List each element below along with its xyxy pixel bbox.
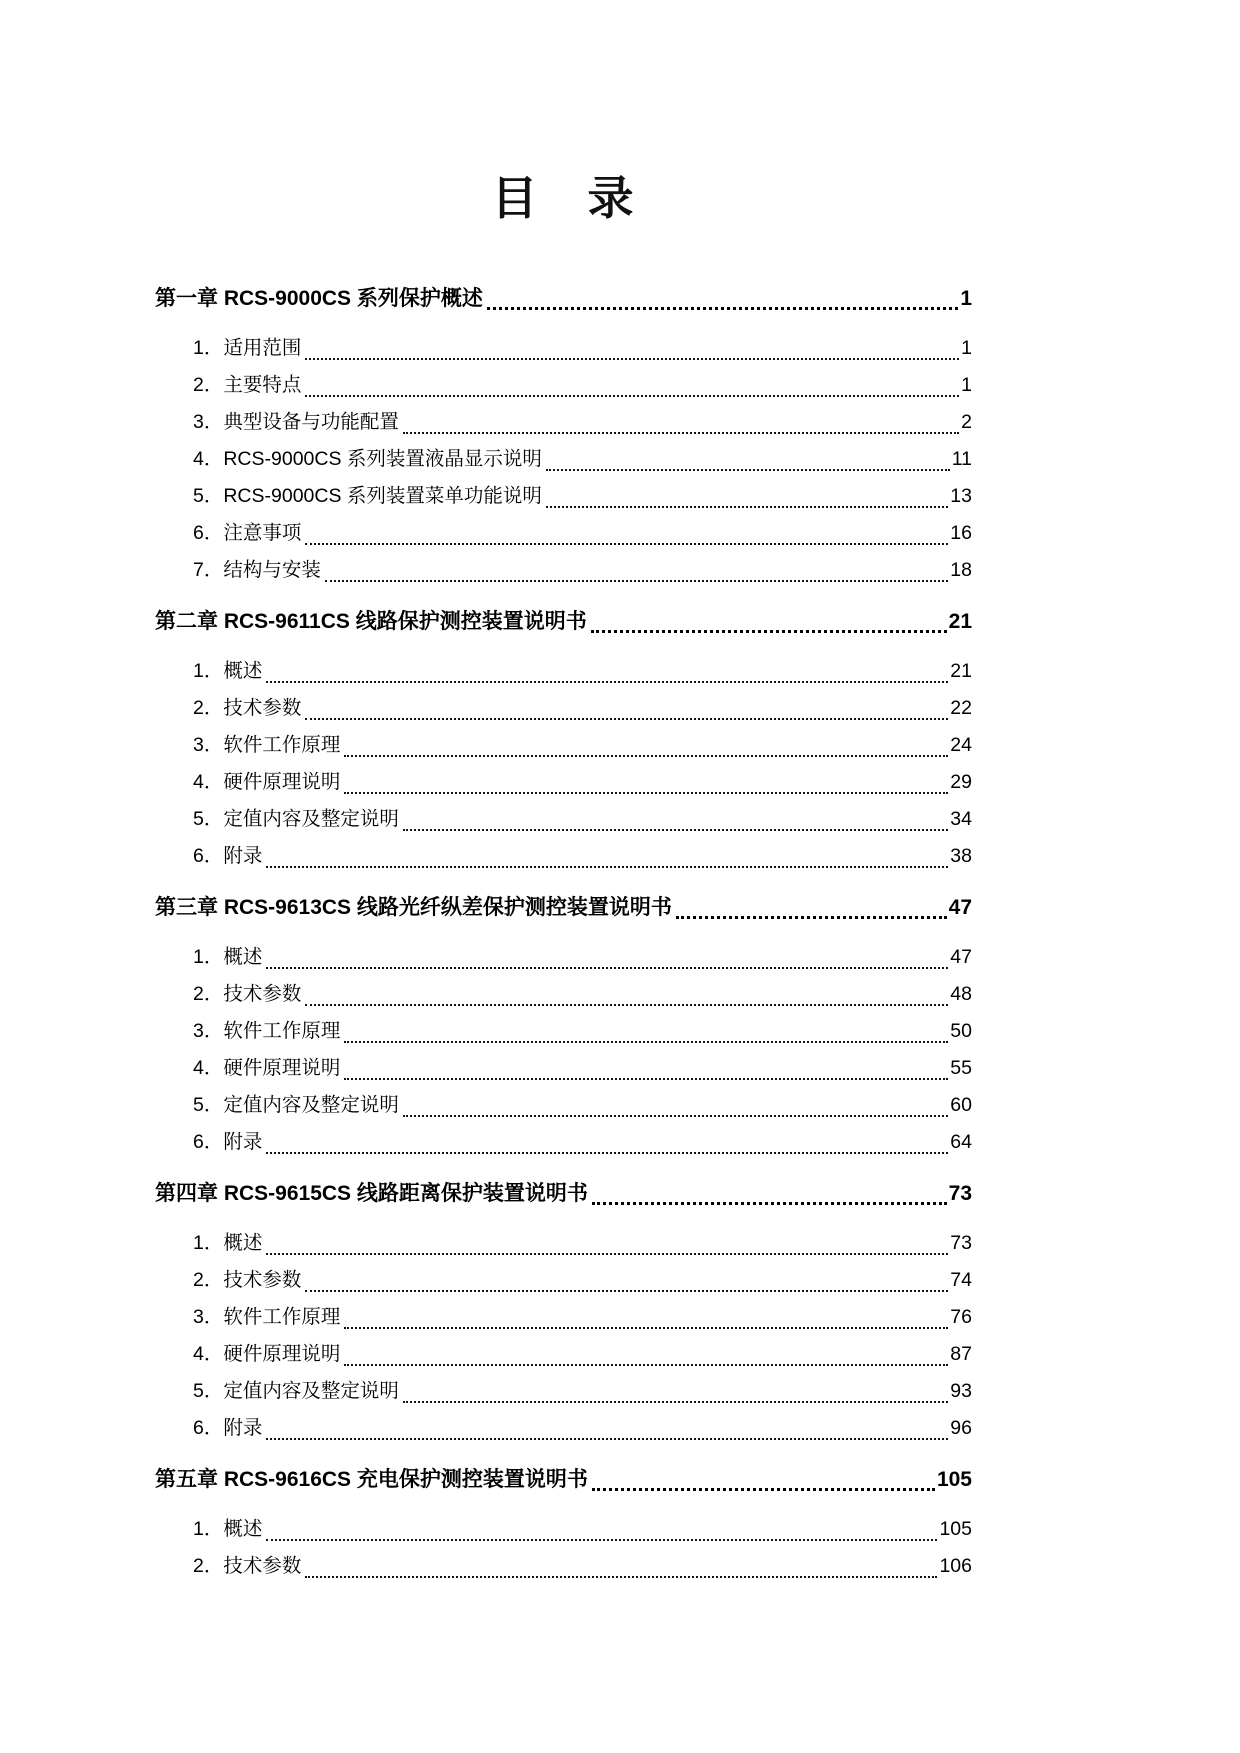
dot-leader: [344, 1041, 948, 1043]
dot-leader: [546, 506, 948, 508]
toc-entry-label: 6．附录: [193, 1131, 263, 1153]
toc-entry-label: 1．概述: [193, 946, 263, 968]
toc-entry-label: 2．主要特点: [193, 374, 302, 396]
toc-entry-page: 47: [950, 946, 972, 968]
toc-entry-label: 1．概述: [193, 660, 263, 682]
toc-entry-page: 21: [948, 610, 972, 633]
toc-item-row: [155, 1410, 972, 1447]
toc-item-row: [155, 1050, 972, 1087]
dot-leader: [305, 1004, 948, 1006]
toc-item-row: [155, 976, 972, 1013]
toc-entry-label: 5．RCS-9000CS 系列装置菜单功能说明: [193, 485, 542, 507]
toc-item-row: [155, 330, 972, 367]
toc-chapter-row: [155, 1175, 972, 1213]
toc-entry-label: 4．RCS-9000CS 系列装置液晶显示说明: [193, 448, 542, 470]
toc-item-row: [155, 1262, 972, 1299]
toc-entry-label: 6．附录: [193, 845, 263, 867]
toc-entry-page: 60: [950, 1094, 972, 1116]
toc-entry-page: 2: [961, 411, 972, 433]
dot-leader: [546, 469, 950, 471]
dot-leader: [305, 718, 948, 720]
toc-entry-page: 96: [950, 1417, 972, 1439]
toc-item-row: [155, 727, 972, 764]
toc-entry-page: 50: [950, 1020, 972, 1042]
dot-leader: [266, 1539, 937, 1541]
toc-entry-page: 105: [936, 1468, 972, 1491]
toc-entry-page: 76: [950, 1306, 972, 1328]
toc-item-row: [155, 1336, 972, 1373]
toc-entry-label: 4．硬件原理说明: [193, 1343, 341, 1365]
toc-item-row: [155, 1013, 972, 1050]
dot-leader: [305, 1576, 937, 1578]
toc-entry-label: 2．技术参数: [193, 1269, 302, 1291]
toc-entry-page: 24: [950, 734, 972, 756]
toc-entry-label: 第三章 RCS-9613CS 线路光纤纵差保护测控装置说明书: [155, 896, 672, 919]
dot-leader: [344, 1327, 948, 1329]
toc-item-row: [155, 939, 972, 976]
dot-leader: [305, 543, 948, 545]
toc-entry-label: 2．技术参数: [193, 1555, 302, 1577]
toc-entry-page: 22: [950, 697, 972, 719]
toc-item-row: [155, 478, 972, 515]
toc-item-row: [155, 1299, 972, 1336]
toc-entry-label: 7．结构与安装: [193, 559, 321, 581]
toc-entry-label: 5．定值内容及整定说明: [193, 808, 399, 830]
toc-item-row: [155, 838, 972, 875]
toc-chapter-row: [155, 603, 972, 641]
toc-item-row: [155, 653, 972, 690]
dot-leader: [266, 866, 948, 868]
dot-leader: [266, 1438, 948, 1440]
toc: [155, 280, 972, 1585]
toc-entry-label: 第一章 RCS-9000CS 系列保护概述: [155, 287, 483, 310]
toc-entry-label: 5．定值内容及整定说明: [193, 1380, 399, 1402]
toc-entry-page: 1: [961, 337, 972, 359]
toc-entry-page: 13: [950, 485, 972, 507]
dot-leader: [305, 1290, 948, 1292]
toc-entry-page: 74: [950, 1269, 972, 1291]
toc-entry-page: 47: [948, 896, 972, 919]
toc-entry-page: 93: [950, 1380, 972, 1402]
toc-entry-label: 5．定值内容及整定说明: [193, 1094, 399, 1116]
dot-leader: [403, 432, 959, 434]
toc-entry-page: 64: [950, 1131, 972, 1153]
dot-leader: [344, 792, 948, 794]
toc-item-row: [155, 801, 972, 838]
toc-entry-label: 6．注意事项: [193, 522, 302, 544]
toc-entry-page: 34: [950, 808, 972, 830]
dot-leader: [591, 630, 947, 633]
toc-item-row: [155, 404, 972, 441]
toc-chapter-row: [155, 280, 972, 318]
dot-leader: [403, 1115, 948, 1117]
page-title: 目 录: [491, 173, 636, 224]
toc-entry-label: 3．软件工作原理: [193, 1020, 341, 1042]
toc-chapter-row: [155, 889, 972, 927]
dot-leader: [344, 1364, 948, 1366]
toc-entry-label: 4．硬件原理说明: [193, 1057, 341, 1079]
toc-entry-label: 1．概述: [193, 1232, 263, 1254]
toc-entry-page: 16: [950, 522, 972, 544]
toc-entry-page: 73: [948, 1182, 972, 1205]
toc-entry-label: 1．概述: [193, 1518, 263, 1540]
toc-entry-page: 73: [950, 1232, 972, 1254]
dot-leader: [305, 358, 959, 360]
toc-entry-label: 3．软件工作原理: [193, 1306, 341, 1328]
dot-leader: [344, 755, 948, 757]
dot-leader: [487, 307, 958, 310]
toc-entry-page: 105: [939, 1518, 972, 1540]
dot-leader: [266, 681, 948, 683]
toc-entry-page: 38: [950, 845, 972, 867]
dot-leader: [266, 967, 948, 969]
toc-entry-page: 29: [950, 771, 972, 793]
toc-entry-label: 6．附录: [193, 1417, 263, 1439]
toc-entry-page: 1: [960, 287, 972, 310]
toc-entry-page: 18: [950, 559, 972, 581]
toc-item-row: [155, 1548, 972, 1585]
toc-entry-label: 4．硬件原理说明: [193, 771, 341, 793]
dot-leader: [266, 1152, 948, 1154]
toc-chapter-row: [155, 1461, 972, 1499]
toc-entry-page: 55: [950, 1057, 972, 1079]
toc-entry-label: 2．技术参数: [193, 697, 302, 719]
toc-entry-label: 1．适用范围: [193, 337, 302, 359]
toc-item-row: [155, 367, 972, 404]
toc-entry-label: 第二章 RCS-9611CS 线路保护测控装置说明书: [155, 610, 587, 633]
dot-leader: [344, 1078, 948, 1080]
toc-item-row: [155, 1225, 972, 1262]
dot-leader: [403, 1401, 948, 1403]
toc-item-row: [155, 1087, 972, 1124]
toc-item-row: [155, 1373, 972, 1410]
toc-entry-page: 87: [950, 1343, 972, 1365]
toc-item-row: [155, 441, 972, 478]
toc-entry-page: 1: [961, 374, 972, 396]
toc-entry-label: 2．技术参数: [193, 983, 302, 1005]
toc-item-row: [155, 1124, 972, 1161]
toc-entry-page: 11: [951, 448, 972, 470]
dot-leader: [266, 1253, 948, 1255]
toc-entry-page: 21: [950, 660, 972, 682]
toc-entry-label: 3．典型设备与功能配置: [193, 411, 399, 433]
toc-item-row: [155, 764, 972, 801]
toc-item-row: [155, 690, 972, 727]
dot-leader: [592, 1202, 947, 1205]
toc-item-row: [155, 552, 972, 589]
dot-leader: [403, 829, 948, 831]
dot-leader: [325, 580, 948, 582]
toc-entry-page: 106: [939, 1555, 972, 1577]
toc-item-row: [155, 515, 972, 552]
dot-leader: [592, 1488, 935, 1491]
toc-entry-label: 3．软件工作原理: [193, 734, 341, 756]
dot-leader: [676, 916, 947, 919]
toc-item-row: [155, 1511, 972, 1548]
toc-entry-label: 第四章 RCS-9615CS 线路距离保护装置说明书: [155, 1182, 588, 1205]
toc-entry-page: 48: [950, 983, 972, 1005]
toc-entry-label: 第五章 RCS-9616CS 充电保护测控装置说明书: [155, 1468, 588, 1491]
dot-leader: [305, 395, 959, 397]
